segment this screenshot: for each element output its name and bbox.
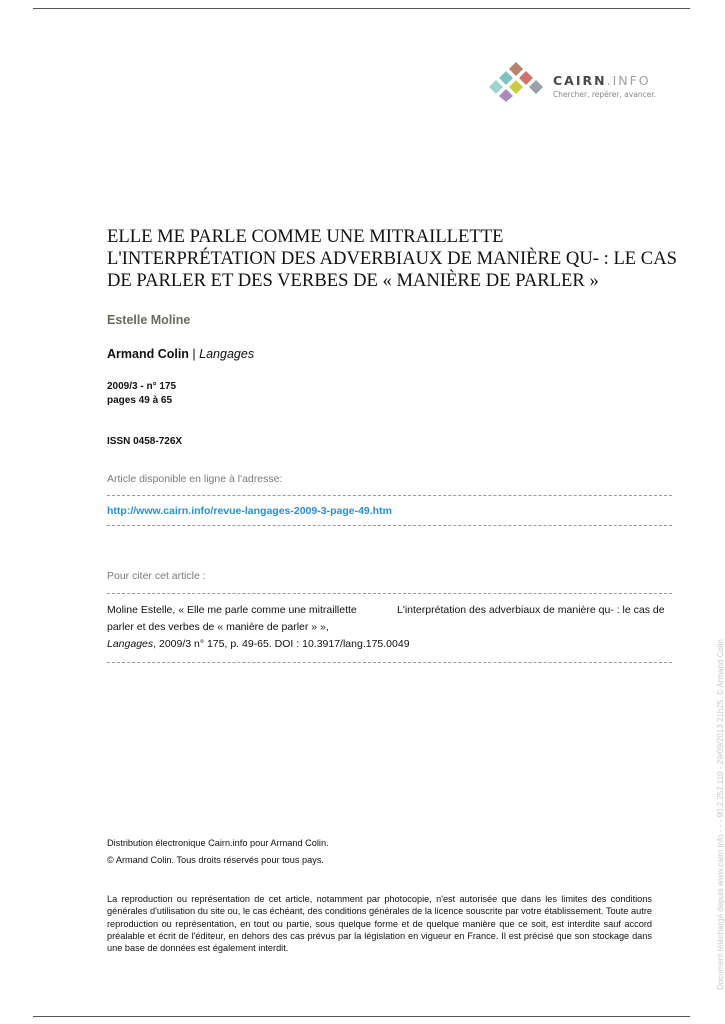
title-line: DE PARLER ET DES VERBES DE « MANIÈRE DE PARLER » [107, 270, 599, 291]
citation-line-1 [107, 602, 682, 619]
logo-diamond-1 [509, 62, 523, 76]
title-line: ELLE ME PARLE COMME UNE MITRAILLETTE [107, 226, 504, 247]
cairn-logo-icon [484, 62, 546, 102]
issue-info [107, 380, 176, 408]
article-title [107, 226, 697, 292]
citation-line-1-right: L'interprétation des adverbiaux de manière qu- : le cas de [397, 604, 665, 616]
logo-word-main: CAIRN [553, 73, 607, 88]
title-line: L'INTERPRÉTATION DES ADVERBIAUX DE MANIÈRE QU- : LE CAS [107, 248, 677, 269]
logo-diamond-4 [489, 80, 503, 94]
logo-diamond-7 [499, 89, 513, 102]
article-url-link[interactable]: http://www.cairn.info/revue-langages-2009-3-page-49.htm [107, 505, 392, 517]
logo-tagline: Chercher, repérer, avancer. [553, 90, 657, 99]
issn: ISSN 0458-726X [107, 436, 183, 447]
publication-separator: | [188, 347, 200, 361]
top-rule [33, 8, 690, 9]
logo-wordmark[interactable] [553, 73, 651, 88]
publication-line [107, 347, 254, 361]
issue-number: 2009/3 - n° 175 [107, 381, 177, 392]
author-name[interactable]: Estelle Moline [107, 313, 191, 327]
publisher-name[interactable]: Armand Colin [107, 347, 189, 361]
download-watermark: Document téléchargé depuis www.cairn.info - - - 90.2.252.110 - 29/09/2013 21h25. © Armand Colin [716, 639, 725, 990]
dashed-divider [107, 593, 672, 594]
logo-diamond-6 [529, 80, 543, 94]
distribution-note: Distribution électronique Cairn.info pour Armand Colin. [107, 838, 329, 848]
logo-diamond-5 [509, 80, 523, 94]
citation-line-3 [107, 636, 682, 653]
citation-line-2: parler et des verbes de « manière de parler » », [107, 621, 329, 633]
dashed-divider [107, 525, 672, 526]
dashed-divider [107, 662, 672, 663]
logo-diamond-3 [519, 71, 533, 85]
online-label: Article disponible en ligne à l'adresse: [107, 473, 283, 485]
legal-notice: La reproduction ou représentation de cet article, notamment par photocopie, n'est autorisée que dans les limites des conditions générales d'utilisation du site ou, le cas échéant, des conditions générales de la licence souscrite par votre établissement. Toute autre reproduction ou représentation, en tout ou partie, sous quelque forme et de quelque manière que ce soit, est interdite sauf accord préalable et écrit de l'éditeur, en dehors des cas prévus par la législation en vigueur en France. Il est précisé que son stockage dans une base de données est également interdit. [107, 894, 652, 954]
page-range: pages 49 à 65 [107, 395, 173, 406]
cite-label: Pour citer cet article : [107, 570, 206, 582]
logo-diamond-2 [499, 71, 513, 85]
copyright-note: © Armand Colin. Tous droits réservés pour tous pays. [107, 855, 324, 865]
citation-line-1-left: Moline Estelle, « Elle me parle comme une mitraillette [107, 604, 357, 616]
citation-journal: Langages [107, 638, 154, 650]
bottom-rule [33, 1016, 690, 1017]
journal-name[interactable]: Langages [199, 347, 255, 361]
dashed-divider [107, 495, 672, 496]
citation-block [107, 602, 682, 653]
citation-details: , 2009/3 n° 175, p. 49-65. DOI : 10.3917/lang.175.0049 [153, 638, 410, 650]
logo-word-suffix: .INFO [606, 73, 651, 88]
